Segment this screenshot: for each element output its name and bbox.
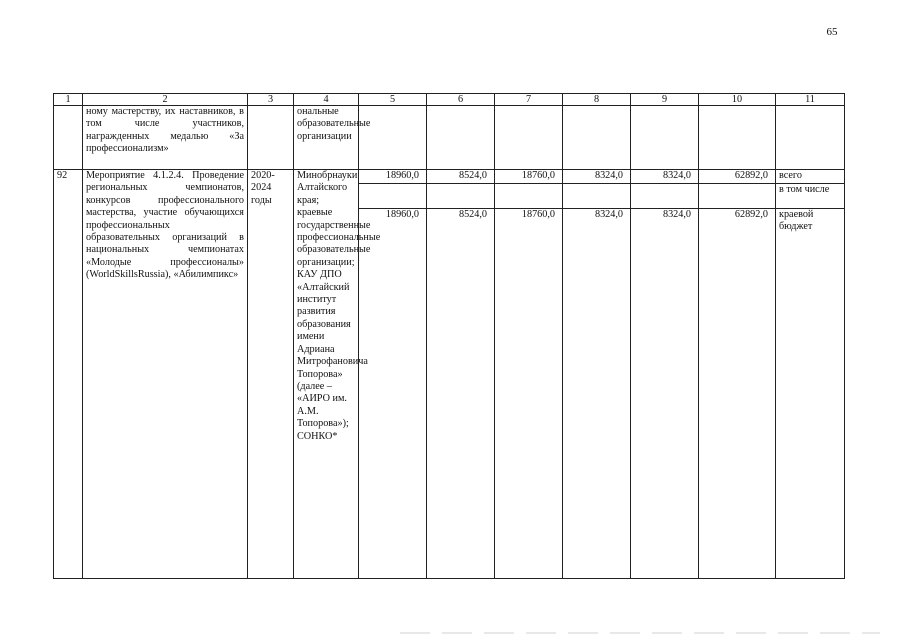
column-header-3: 3	[248, 94, 294, 106]
column-header-10: 10	[699, 94, 776, 106]
column-header-9: 9	[631, 94, 699, 106]
budget-value-10: 62892,0	[734, 209, 768, 220]
total-label: всего	[776, 170, 844, 184]
total-value-7: 18760,0	[495, 170, 562, 184]
column-header-2: 2	[83, 94, 248, 106]
continued-description: ному мастерству, их наставников, в том числе участников, награжденных медалью «За профессионализм»	[83, 106, 248, 170]
funding-source-col	[776, 170, 845, 579]
row-number: 92	[54, 170, 83, 579]
budget-value-8: 8324,0	[594, 209, 623, 220]
executor-list: Минобрнауки Алтайского края; краевые государственные профессиональные образовательные организации; КАУ ДПО «Алтайский институт развития образования имени Адриана Митрофановича Топорова» (далее – «АИРО им. А.М. Топорова»); СОНКО*	[294, 170, 359, 579]
continued-row	[54, 106, 845, 170]
total-value-10: 62892,0	[699, 170, 775, 184]
continued-executor: ональные образовательные организации	[294, 106, 359, 170]
value-col-9	[631, 170, 699, 579]
page-number: 65	[826, 26, 838, 38]
budget-label: краевой бюджет	[779, 209, 814, 233]
budget-value-6: 8524,0	[458, 209, 487, 220]
budget-value-9: 8324,0	[662, 209, 691, 220]
total-value-6: 8524,0	[427, 170, 494, 184]
value-col-7	[495, 170, 563, 579]
column-number-row	[54, 94, 845, 106]
value-col-6	[427, 170, 495, 579]
table-row-92	[54, 170, 845, 579]
budget-value-5: 18960,0	[385, 209, 419, 220]
column-header-1: 1	[54, 94, 83, 106]
value-col-8	[563, 170, 631, 579]
column-header-4: 4	[294, 94, 359, 106]
implementation-years: 2020-2024 годы	[248, 170, 294, 579]
total-value-5: 18960,0	[359, 170, 426, 184]
column-header-7: 7	[495, 94, 563, 106]
including-label: в том числе	[776, 184, 844, 209]
column-header-6: 6	[427, 94, 495, 106]
budget-table	[53, 93, 845, 579]
scan-artifact	[400, 632, 880, 634]
total-value-8: 8324,0	[563, 170, 630, 184]
total-value-9: 8324,0	[631, 170, 698, 184]
column-header-5: 5	[359, 94, 427, 106]
column-header-8: 8	[563, 94, 631, 106]
value-col-10	[699, 170, 776, 579]
budget-value-7: 18760,0	[521, 209, 555, 220]
column-header-11: 11	[776, 94, 845, 106]
measure-description: Мероприятие 4.1.2.4. Проведение региональных чемпионатов, конкурсов профессионального мастерства, участие обучающихся профессиональных образовательных организаций в национальных чемпионатах «Молодые профессионалы» (WorldSkillsRussia), «Абилимпикс»	[83, 170, 248, 579]
